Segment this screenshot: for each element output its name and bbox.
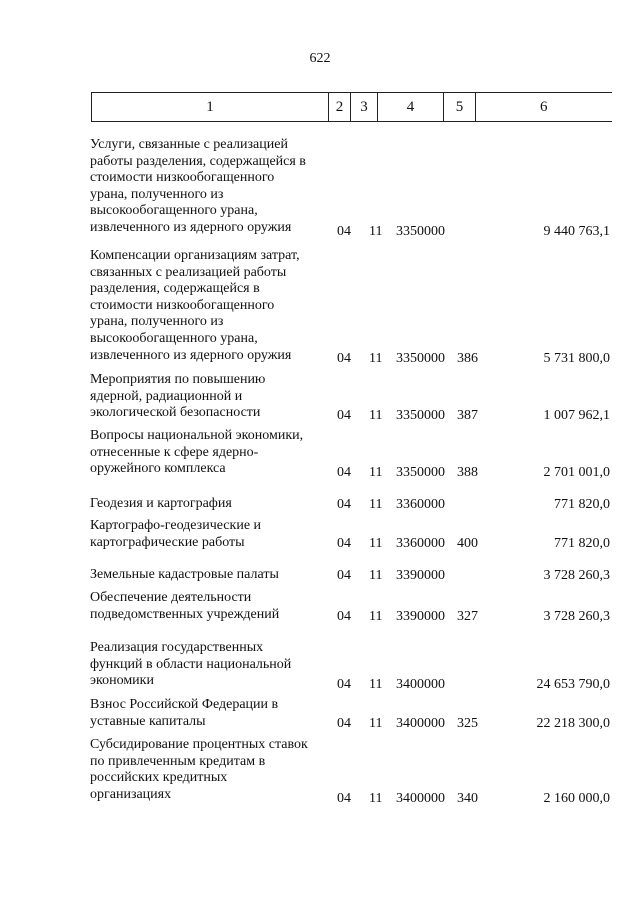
row-subsection: 11 <box>369 465 383 481</box>
row-amount: 2 701 001,0 <box>543 465 610 481</box>
row-expense-type: 340 <box>457 791 478 807</box>
row-target-code: 3360000 <box>396 497 445 513</box>
header-row <box>92 93 612 122</box>
row-section: 04 <box>337 497 351 513</box>
row-subsection: 11 <box>369 568 383 584</box>
row-target-code: 3400000 <box>396 716 445 732</box>
row-amount: 771 820,0 <box>554 536 610 552</box>
row-name: Земельные кадастровые палаты <box>90 567 279 582</box>
row-expense-type: 386 <box>457 351 478 367</box>
row-section: 04 <box>337 536 351 552</box>
row-subsection: 11 <box>369 609 383 625</box>
header-col-1: 1 <box>92 93 329 122</box>
row-amount: 9 440 763,1 <box>543 224 610 240</box>
header-col-4: 4 <box>378 93 444 122</box>
row-section: 04 <box>337 716 351 732</box>
row-section: 04 <box>337 609 351 625</box>
row-target-code: 3400000 <box>396 677 445 693</box>
header-col-2: 2 <box>329 93 351 122</box>
row-name: Компенсации организациям затрат, связанных с реализацией работы разделения, содержащейся в стоимости низкообогащенного урана, полученного из высокообогащенного урана, извлеченного из ядерного оружия <box>90 248 300 363</box>
row-expense-type: 387 <box>457 408 478 424</box>
row-subsection: 11 <box>369 224 383 240</box>
row-name: Обеспечение деятельности подведомственных учреждений <box>90 590 280 622</box>
table-row <box>0 137 640 241</box>
row-expense-type: 327 <box>457 609 478 625</box>
header-col-5: 5 <box>444 93 476 122</box>
table-row <box>0 518 640 553</box>
header-col-6: 6 <box>476 93 612 122</box>
row-target-code: 3400000 <box>396 791 445 807</box>
row-target-code: 3350000 <box>396 465 445 481</box>
row-section: 04 <box>337 677 351 693</box>
row-subsection: 11 <box>369 716 383 732</box>
row-target-code: 3350000 <box>396 408 445 424</box>
row-name: Субсидирование процентных ставок по привлеченным кредитам в российских кредитных организациях <box>90 737 308 802</box>
row-name: Реализация государственных функций в области национальной экономики <box>90 640 292 689</box>
table-row <box>0 697 640 733</box>
row-amount: 2 160 000,0 <box>543 791 610 807</box>
row-section: 04 <box>337 465 351 481</box>
table-row <box>0 737 640 808</box>
row-expense-type: 400 <box>457 536 478 552</box>
row-section: 04 <box>337 224 351 240</box>
row-amount: 771 820,0 <box>554 497 610 513</box>
row-subsection: 11 <box>369 408 383 424</box>
row-subsection: 11 <box>369 536 383 552</box>
row-name: Мероприятия по повышению ядерной, радиационной и экологической безопасности <box>90 372 266 421</box>
row-amount: 3 728 260,3 <box>543 609 610 625</box>
row-target-code: 3350000 <box>396 351 445 367</box>
row-amount: 1 007 962,1 <box>543 408 610 424</box>
row-name: Геодезия и картография <box>90 496 232 511</box>
row-name: Картографо-геодезические и картографические работы <box>90 518 262 550</box>
table-row <box>0 590 640 626</box>
row-subsection: 11 <box>369 497 383 513</box>
table-row <box>0 428 640 482</box>
row-name: Услуги, связанные с реализацией работы разделения, содержащейся в стоимости низкообогащенного урана, полученного из высокообогащенного урана, извлеченного из ядерного оружия <box>90 137 306 235</box>
table-row <box>0 640 640 694</box>
table-row <box>0 372 640 425</box>
table-row <box>0 496 640 514</box>
row-section: 04 <box>337 351 351 367</box>
row-section: 04 <box>337 408 351 424</box>
row-name: Вопросы национальной экономики, отнесенные к сфере ядерно- оружейного комплекса <box>90 428 304 477</box>
row-target-code: 3360000 <box>396 536 445 552</box>
row-name: Взнос Российской Федерации в уставные капиталы <box>90 697 279 729</box>
column-header-table <box>91 92 612 122</box>
row-target-code: 3390000 <box>396 609 445 625</box>
row-section: 04 <box>337 568 351 584</box>
row-target-code: 3390000 <box>396 568 445 584</box>
row-target-code: 3350000 <box>396 224 445 240</box>
row-expense-type: 388 <box>457 465 478 481</box>
row-subsection: 11 <box>369 791 383 807</box>
row-expense-type: 325 <box>457 716 478 732</box>
page-number: 622 <box>309 51 331 66</box>
row-amount: 3 728 260,3 <box>543 568 610 584</box>
row-amount: 5 731 800,0 <box>543 351 610 367</box>
header-col-3: 3 <box>351 93 378 122</box>
row-subsection: 11 <box>369 351 383 367</box>
table-row <box>0 567 640 585</box>
row-section: 04 <box>337 791 351 807</box>
table-row <box>0 248 640 368</box>
row-subsection: 11 <box>369 677 383 693</box>
row-amount: 22 218 300,0 <box>536 716 610 732</box>
row-amount: 24 653 790,0 <box>536 677 610 693</box>
